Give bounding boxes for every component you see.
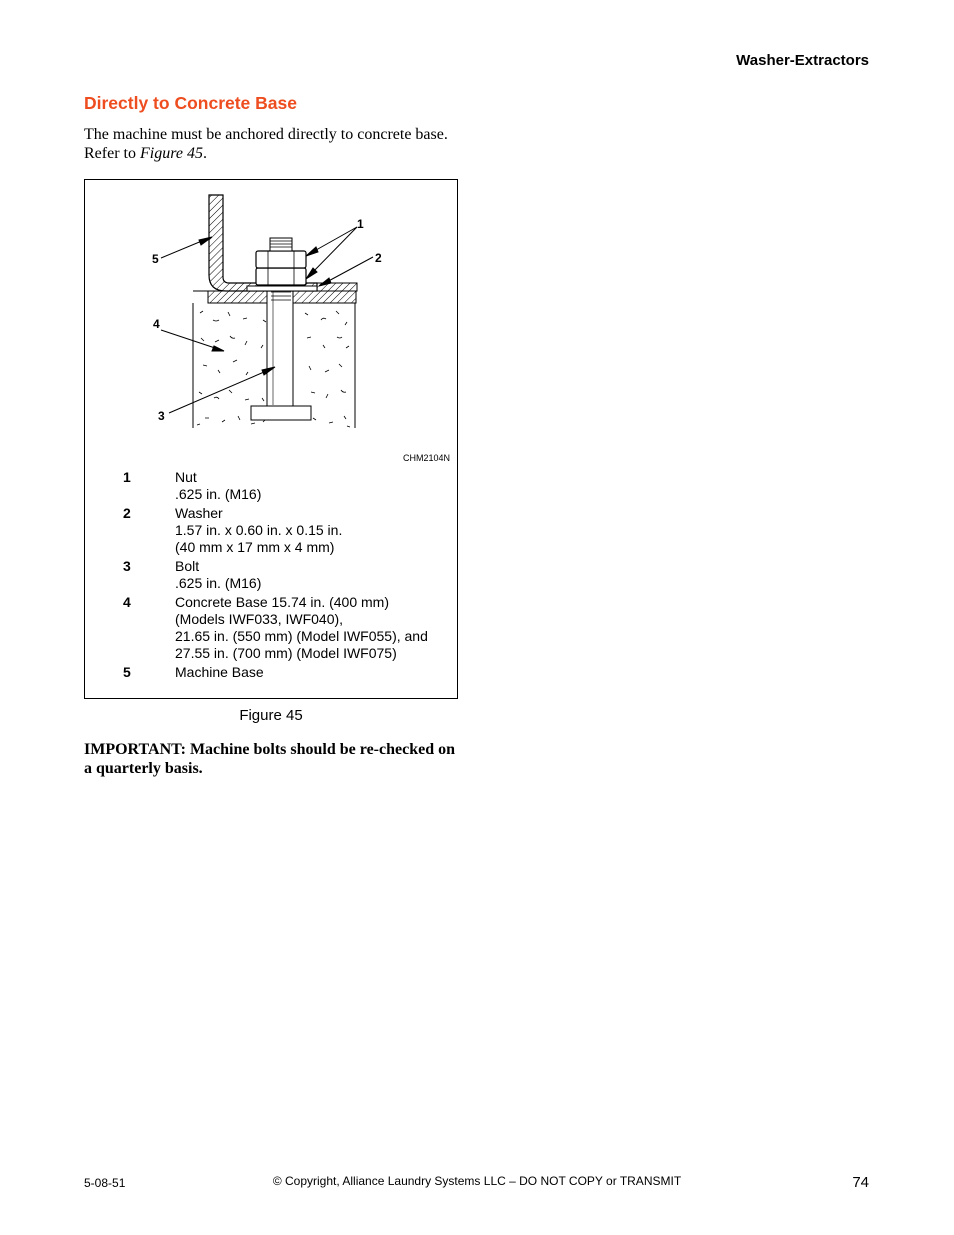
- legend-line: Bolt: [175, 558, 200, 574]
- legend-line: (Models IWF033, IWF040),: [175, 611, 344, 627]
- legend-item: [123, 469, 453, 503]
- callout-5: 5: [152, 252, 159, 266]
- legend-number: 1: [123, 469, 131, 485]
- legend-item: [123, 558, 453, 592]
- figure-caption: Figure 45: [239, 707, 303, 724]
- legend-line: Concrete Base 15.74 in. (400 mm): [175, 594, 389, 610]
- legend-line: Nut: [175, 469, 197, 485]
- legend-line: .625 in. (M16): [175, 486, 262, 502]
- intro-end: .: [202, 145, 207, 162]
- legend-number: 4: [123, 594, 131, 610]
- legend-line: 1.57 in. x 0.60 in. x 0.15 in.: [175, 522, 343, 538]
- legend-description: [175, 594, 453, 662]
- intro-text: The machine must be anchored directly to concrete base. Refer to: [84, 126, 448, 162]
- callout-2: 2: [375, 251, 382, 265]
- figure-box: [84, 179, 458, 699]
- intro-paragraph: [84, 125, 454, 163]
- legend-item: [123, 505, 453, 556]
- legend-line: .625 in. (M16): [175, 575, 262, 591]
- callout-3: 3: [158, 409, 165, 423]
- legend-item: [123, 594, 453, 662]
- anchor-bolt-diagram: [85, 180, 457, 470]
- legend-number: 5: [123, 664, 131, 680]
- legend-line: 27.55 in. (700 mm) (Model IWF075): [175, 645, 397, 661]
- legend-line: Washer: [175, 505, 223, 521]
- running-header: Washer-Extractors: [736, 52, 869, 69]
- figure-reference: Figure 45: [139, 145, 203, 162]
- legend: [123, 469, 453, 683]
- legend-number: 3: [123, 558, 131, 574]
- legend-line: Machine Base: [175, 664, 264, 680]
- nuts: [256, 238, 306, 285]
- legend-description: [175, 505, 453, 556]
- important-note: IMPORTANT: Machine bolts should be re-checked on a quarterly basis.: [84, 741, 455, 777]
- callout-4: 4: [153, 317, 160, 331]
- legend-line: 21.65 in. (550 mm) (Model IWF055), and: [175, 628, 428, 644]
- legend-item: [123, 664, 453, 681]
- legend-line: (40 mm x 17 mm x 4 mm): [175, 539, 335, 555]
- legend-description: [175, 469, 453, 503]
- washer: [247, 286, 317, 291]
- legend-number: 2: [123, 505, 131, 521]
- image-code: CHM2104N: [403, 453, 451, 463]
- callout-1: 1: [357, 217, 364, 231]
- bolt: [251, 290, 311, 420]
- legend-description: [175, 664, 453, 681]
- section-title: Directly to Concrete Base: [84, 93, 297, 113]
- page-number: 74: [852, 1174, 869, 1191]
- doc-number: 5-08-51: [84, 1176, 126, 1190]
- copyright-notice: © Copyright, Alliance Laundry Systems LLC – DO NOT COPY or TRANSMIT: [272, 1174, 682, 1188]
- legend-description: [175, 558, 453, 592]
